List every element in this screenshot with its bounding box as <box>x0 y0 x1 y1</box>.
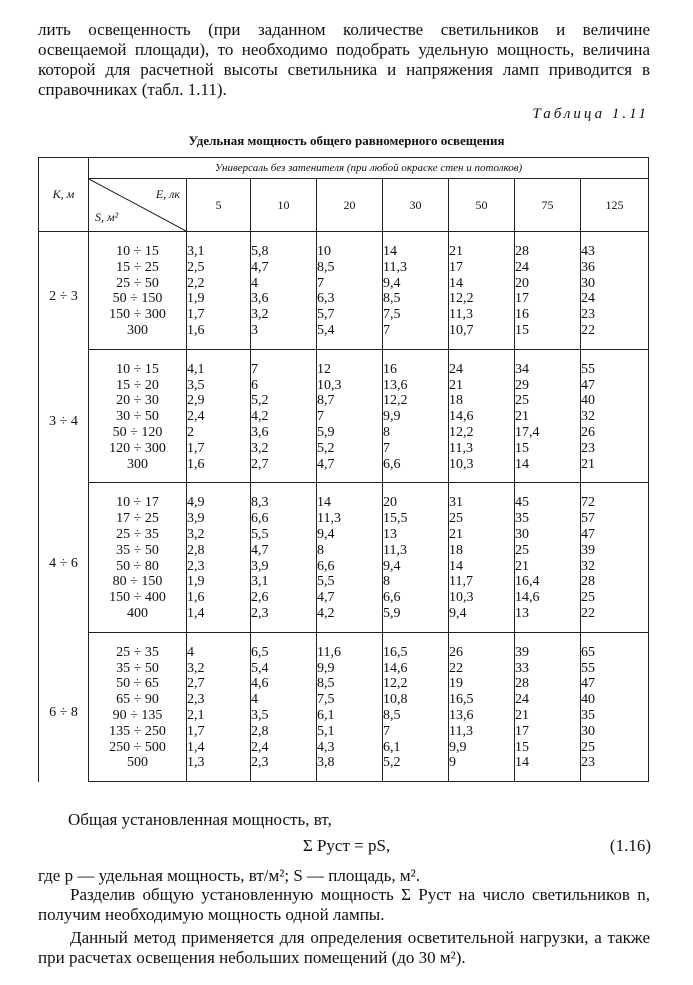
value-cell: 14,6 <box>449 409 515 425</box>
area-range-cell: 400 <box>89 606 187 632</box>
value-cell: 11,6 <box>317 632 383 660</box>
value-cell: 2,5 <box>187 260 251 276</box>
equation-number: (1.16) <box>609 836 651 855</box>
value-cell: 2,2 <box>187 276 251 292</box>
value-cell: 1,7 <box>187 307 251 323</box>
value-cell: 25 <box>581 590 649 606</box>
value-cell: 17 <box>515 291 581 307</box>
value-cell: 10 <box>317 232 383 260</box>
value-cell: 33 <box>515 661 581 677</box>
value-cell: 7 <box>317 409 383 425</box>
value-cell: 18 <box>449 393 515 409</box>
value-cell: 30 <box>581 276 649 292</box>
row-group-3 <box>39 483 649 632</box>
value-cell: 15 <box>515 740 581 756</box>
area-range-cell: 300 <box>89 457 187 483</box>
table-row <box>39 755 649 781</box>
value-cell: 14,6 <box>383 661 449 677</box>
area-range-cell: 135 ÷ 250 <box>89 724 187 740</box>
value-cell: 7,5 <box>317 692 383 708</box>
value-cell: 6,1 <box>383 740 449 756</box>
value-cell: 10,7 <box>449 323 515 349</box>
value-cell: 2,3 <box>187 692 251 708</box>
value-cell: 5,5 <box>317 574 383 590</box>
area-range-cell: 15 ÷ 20 <box>89 378 187 394</box>
value-cell: 3,2 <box>251 441 317 457</box>
value-cell: 72 <box>581 483 649 511</box>
table-row <box>39 409 649 425</box>
value-cell: 31 <box>449 483 515 511</box>
value-cell: 16 <box>515 307 581 323</box>
value-cell: 25 <box>515 543 581 559</box>
value-cell: 2,7 <box>187 676 251 692</box>
table-row <box>39 260 649 276</box>
value-cell: 7 <box>383 441 449 457</box>
area-range-cell: 17 ÷ 25 <box>89 511 187 527</box>
value-cell: 3,9 <box>187 511 251 527</box>
value-cell: 10,3 <box>317 378 383 394</box>
value-cell: 13,6 <box>449 708 515 724</box>
value-cell: 3,2 <box>187 661 251 677</box>
table-row <box>39 632 649 660</box>
header-col-30: 30 <box>383 179 449 232</box>
table-row <box>39 676 649 692</box>
value-cell: 14 <box>449 276 515 292</box>
k-range-cell: 3 ÷ 4 <box>39 349 89 483</box>
value-cell: 29 <box>515 378 581 394</box>
area-range-cell: 10 ÷ 15 <box>89 232 187 260</box>
value-cell: 47 <box>581 527 649 543</box>
value-cell: 7 <box>383 724 449 740</box>
value-cell: 17,4 <box>515 425 581 441</box>
value-cell: 19 <box>449 676 515 692</box>
table-row <box>39 606 649 632</box>
header-col-20: 20 <box>317 179 383 232</box>
value-cell: 6,3 <box>317 291 383 307</box>
value-cell: 39 <box>515 632 581 660</box>
value-cell: 14 <box>515 457 581 483</box>
value-cell: 4,7 <box>317 457 383 483</box>
value-cell: 7,5 <box>383 307 449 323</box>
table-row <box>39 661 649 677</box>
value-cell: 1,7 <box>187 441 251 457</box>
area-range-cell: 35 ÷ 50 <box>89 661 187 677</box>
value-cell: 4,7 <box>251 543 317 559</box>
value-cell: 14 <box>449 559 515 575</box>
area-range-cell: 15 ÷ 25 <box>89 260 187 276</box>
table-row <box>39 441 649 457</box>
value-cell: 3,1 <box>187 232 251 260</box>
header-col-50: 50 <box>449 179 515 232</box>
value-cell: 17 <box>449 260 515 276</box>
value-cell: 14 <box>317 483 383 511</box>
value-cell: 5,2 <box>317 441 383 457</box>
value-cell: 1,9 <box>187 574 251 590</box>
value-cell: 28 <box>581 574 649 590</box>
value-cell: 2,8 <box>187 543 251 559</box>
value-cell: 6,6 <box>317 559 383 575</box>
row-group-4 <box>39 632 649 781</box>
value-cell: 1,4 <box>187 740 251 756</box>
value-cell: 39 <box>581 543 649 559</box>
value-cell: 3,5 <box>251 708 317 724</box>
value-cell: 8 <box>317 543 383 559</box>
value-cell: 9,9 <box>317 661 383 677</box>
area-range-cell: 10 ÷ 15 <box>89 349 187 377</box>
value-cell: 2,8 <box>251 724 317 740</box>
value-cell: 25 <box>581 740 649 756</box>
value-cell: 21 <box>449 527 515 543</box>
header-s: S, м² <box>95 210 119 224</box>
area-range-cell: 150 ÷ 400 <box>89 590 187 606</box>
table-row <box>39 574 649 590</box>
value-cell: 21 <box>449 378 515 394</box>
value-cell: 5,1 <box>317 724 383 740</box>
value-cell: 13 <box>383 527 449 543</box>
value-cell: 26 <box>581 425 649 441</box>
table-row <box>39 543 649 559</box>
value-cell: 21 <box>449 232 515 260</box>
value-cell: 12,2 <box>449 425 515 441</box>
value-cell: 8,5 <box>383 708 449 724</box>
value-cell: 1,9 <box>187 291 251 307</box>
value-cell: 6 <box>251 378 317 394</box>
value-cell: 13 <box>515 606 581 632</box>
value-cell: 3,1 <box>251 574 317 590</box>
value-cell: 9,9 <box>383 409 449 425</box>
value-cell: 32 <box>581 409 649 425</box>
table-row <box>39 457 649 483</box>
value-cell: 8,5 <box>317 260 383 276</box>
area-range-cell: 120 ÷ 300 <box>89 441 187 457</box>
value-cell: 6,5 <box>251 632 317 660</box>
value-cell: 6,6 <box>251 511 317 527</box>
area-range-cell: 25 ÷ 50 <box>89 276 187 292</box>
value-cell: 32 <box>581 559 649 575</box>
value-cell: 4 <box>251 692 317 708</box>
value-cell: 4,3 <box>317 740 383 756</box>
value-cell: 11,3 <box>449 441 515 457</box>
value-cell: 8,7 <box>317 393 383 409</box>
row-group-2 <box>39 349 649 483</box>
value-cell: 4 <box>251 276 317 292</box>
table-row <box>39 511 649 527</box>
value-cell: 3 <box>251 323 317 349</box>
value-cell: 4,6 <box>251 676 317 692</box>
table-row <box>39 692 649 708</box>
value-cell: 15 <box>515 323 581 349</box>
value-cell: 3,6 <box>251 425 317 441</box>
value-cell: 3,5 <box>187 378 251 394</box>
value-cell: 28 <box>515 232 581 260</box>
value-cell: 24 <box>515 260 581 276</box>
value-cell: 7 <box>383 323 449 349</box>
value-cell: 4,2 <box>251 409 317 425</box>
value-cell: 26 <box>449 632 515 660</box>
value-cell: 23 <box>581 755 649 781</box>
value-cell: 24 <box>449 349 515 377</box>
value-cell: 11,3 <box>383 260 449 276</box>
value-cell: 14 <box>515 755 581 781</box>
value-cell: 4,7 <box>251 260 317 276</box>
value-cell: 5,5 <box>251 527 317 543</box>
area-range-cell: 250 ÷ 500 <box>89 740 187 756</box>
value-cell: 57 <box>581 511 649 527</box>
value-cell: 1,6 <box>187 457 251 483</box>
value-cell: 2,9 <box>187 393 251 409</box>
area-range-cell: 10 ÷ 17 <box>89 483 187 511</box>
value-cell: 9,9 <box>449 740 515 756</box>
table-row <box>39 349 649 377</box>
table-row <box>39 323 649 349</box>
value-cell: 36 <box>581 260 649 276</box>
value-cell: 9 <box>449 755 515 781</box>
value-cell: 2 <box>187 425 251 441</box>
value-cell: 14 <box>383 232 449 260</box>
value-cell: 11,7 <box>449 574 515 590</box>
area-range-cell: 30 ÷ 50 <box>89 409 187 425</box>
value-cell: 2,4 <box>187 409 251 425</box>
value-cell: 6,6 <box>383 457 449 483</box>
area-range-cell: 50 ÷ 150 <box>89 291 187 307</box>
table-row <box>39 307 649 323</box>
table-row <box>39 559 649 575</box>
value-cell: 9,4 <box>383 276 449 292</box>
value-cell: 16 <box>383 349 449 377</box>
value-cell: 1,6 <box>187 590 251 606</box>
table-row <box>39 232 649 260</box>
value-cell: 12,2 <box>383 676 449 692</box>
value-cell: 21 <box>581 457 649 483</box>
value-cell: 65 <box>581 632 649 660</box>
divide-paragraph: Разделив общую установленную мощность Σ Pуст на число светильников n, получим необходимую мощность одной лампы. <box>38 885 650 924</box>
where-paragraph: где p — удельная мощность, вт/м²; S — площадь, м². <box>38 866 421 885</box>
table-header <box>39 158 649 232</box>
value-cell: 13,6 <box>383 378 449 394</box>
value-cell: 9,4 <box>383 559 449 575</box>
value-cell: 17 <box>515 724 581 740</box>
value-cell: 4,7 <box>317 590 383 606</box>
value-cell: 1,3 <box>187 755 251 781</box>
table-title: Удельная мощность общего равномерного освещения <box>188 133 505 148</box>
value-cell: 5,4 <box>251 661 317 677</box>
table-row <box>39 378 649 394</box>
value-cell: 3,6 <box>251 291 317 307</box>
value-cell: 47 <box>581 676 649 692</box>
value-cell: 12,2 <box>383 393 449 409</box>
value-cell: 4,1 <box>187 349 251 377</box>
value-cell: 6,6 <box>383 590 449 606</box>
value-cell: 2,1 <box>187 708 251 724</box>
value-cell: 10,3 <box>449 457 515 483</box>
header-e: E, лк <box>155 187 180 201</box>
value-cell: 1,6 <box>187 323 251 349</box>
value-cell: 4,9 <box>187 483 251 511</box>
value-cell: 2,3 <box>251 755 317 781</box>
value-cell: 40 <box>581 692 649 708</box>
value-cell: 5,9 <box>317 425 383 441</box>
power-table <box>38 157 649 782</box>
header-k: К, м <box>39 158 89 232</box>
area-range-cell: 90 ÷ 135 <box>89 708 187 724</box>
area-range-cell: 80 ÷ 150 <box>89 574 187 590</box>
value-cell: 2,3 <box>251 606 317 632</box>
value-cell: 3,8 <box>317 755 383 781</box>
value-cell: 45 <box>515 483 581 511</box>
table-number: Таблица 1.11 <box>532 106 649 122</box>
area-range-cell: 50 ÷ 120 <box>89 425 187 441</box>
value-cell: 24 <box>581 291 649 307</box>
table-row <box>39 425 649 441</box>
value-cell: 5,9 <box>383 606 449 632</box>
value-cell: 55 <box>581 661 649 677</box>
value-cell: 8,5 <box>383 291 449 307</box>
area-range-cell: 150 ÷ 300 <box>89 307 187 323</box>
k-range-cell: 6 ÷ 8 <box>39 632 89 781</box>
header-col-5: 5 <box>187 179 251 232</box>
value-cell: 9,4 <box>449 606 515 632</box>
value-cell: 43 <box>581 232 649 260</box>
value-cell: 34 <box>515 349 581 377</box>
header-main: Универсаль без затенителя (при любой окраске стен и потолков) <box>89 158 649 179</box>
value-cell: 11,3 <box>449 307 515 323</box>
value-cell: 3,9 <box>251 559 317 575</box>
value-cell: 16,5 <box>383 632 449 660</box>
value-cell: 2,7 <box>251 457 317 483</box>
value-cell: 23 <box>581 307 649 323</box>
value-cell: 22 <box>581 606 649 632</box>
value-cell: 23 <box>581 441 649 457</box>
k-range-cell: 4 ÷ 6 <box>39 483 89 632</box>
value-cell: 22 <box>581 323 649 349</box>
value-cell: 3,2 <box>251 307 317 323</box>
value-cell: 5,2 <box>383 755 449 781</box>
area-range-cell: 25 ÷ 35 <box>89 632 187 660</box>
value-cell: 4,2 <box>317 606 383 632</box>
value-cell: 5,8 <box>251 232 317 260</box>
area-range-cell: 25 ÷ 35 <box>89 527 187 543</box>
value-cell: 16,5 <box>449 692 515 708</box>
value-cell: 2,6 <box>251 590 317 606</box>
area-range-cell: 65 ÷ 90 <box>89 692 187 708</box>
area-range-cell: 300 <box>89 323 187 349</box>
value-cell: 4 <box>187 632 251 660</box>
value-cell: 16,4 <box>515 574 581 590</box>
value-cell: 35 <box>515 511 581 527</box>
value-cell: 9,4 <box>317 527 383 543</box>
value-cell: 20 <box>515 276 581 292</box>
area-range-cell: 20 ÷ 30 <box>89 393 187 409</box>
value-cell: 30 <box>515 527 581 543</box>
value-cell: 8 <box>383 574 449 590</box>
k-range-cell: 2 ÷ 3 <box>39 232 89 350</box>
table-row <box>39 740 649 756</box>
value-cell: 5,7 <box>317 307 383 323</box>
value-cell: 18 <box>449 543 515 559</box>
intro-paragraph: лить освещенность (при заданном количестве светильников и величине освещаемой площади), то необходимо подобрать удельную мощность, величина которой для расчетной высоты светильника и напряжения ламп приводится в справочниках (табл. 1.11). <box>38 20 650 99</box>
method-paragraph: Данный метод применяется для определения осветительной нагрузки, а также при расчетах освещения небольших помещений (до 30 м²). <box>38 928 650 967</box>
value-cell: 12 <box>317 349 383 377</box>
value-cell: 47 <box>581 378 649 394</box>
area-range-cell: 500 <box>89 755 187 781</box>
value-cell: 22 <box>449 661 515 677</box>
header-col-10: 10 <box>251 179 317 232</box>
table-row <box>39 527 649 543</box>
value-cell: 55 <box>581 349 649 377</box>
value-cell: 28 <box>515 676 581 692</box>
value-cell: 21 <box>515 708 581 724</box>
value-cell: 40 <box>581 393 649 409</box>
header-col-125: 125 <box>581 179 649 232</box>
table-row <box>39 724 649 740</box>
value-cell: 15,5 <box>383 511 449 527</box>
value-cell: 8,5 <box>317 676 383 692</box>
value-cell: 24 <box>515 692 581 708</box>
value-cell: 2,4 <box>251 740 317 756</box>
value-cell: 21 <box>515 559 581 575</box>
value-cell: 12,2 <box>449 291 515 307</box>
table-row <box>39 590 649 606</box>
value-cell: 5,2 <box>251 393 317 409</box>
value-cell: 14,6 <box>515 590 581 606</box>
row-group-1 <box>39 232 649 350</box>
value-cell: 11,3 <box>449 724 515 740</box>
value-cell: 1,4 <box>187 606 251 632</box>
value-cell: 25 <box>449 511 515 527</box>
value-cell: 15 <box>515 441 581 457</box>
value-cell: 8,3 <box>251 483 317 511</box>
value-cell: 3,2 <box>187 527 251 543</box>
value-cell: 7 <box>317 276 383 292</box>
value-cell: 2,3 <box>187 559 251 575</box>
value-cell: 11,3 <box>317 511 383 527</box>
table-row <box>39 276 649 292</box>
table-row <box>39 483 649 511</box>
area-range-cell: 35 ÷ 50 <box>89 543 187 559</box>
header-diagonal-cell <box>89 179 187 232</box>
area-range-cell: 50 ÷ 80 <box>89 559 187 575</box>
value-cell: 10,8 <box>383 692 449 708</box>
value-cell: 1,7 <box>187 724 251 740</box>
value-cell: 21 <box>515 409 581 425</box>
value-cell: 10,3 <box>449 590 515 606</box>
value-cell: 6,1 <box>317 708 383 724</box>
table-row <box>39 291 649 307</box>
value-cell: 11,3 <box>383 543 449 559</box>
value-cell: 8 <box>383 425 449 441</box>
value-cell: 7 <box>251 349 317 377</box>
value-cell: 25 <box>515 393 581 409</box>
table-row <box>39 708 649 724</box>
formula: Σ Pуст = pS, <box>302 836 391 855</box>
header-col-75: 75 <box>515 179 581 232</box>
formula-intro: Общая установленная мощность, вт, <box>68 810 332 829</box>
area-range-cell: 50 ÷ 65 <box>89 676 187 692</box>
value-cell: 35 <box>581 708 649 724</box>
value-cell: 20 <box>383 483 449 511</box>
table-row <box>39 393 649 409</box>
value-cell: 30 <box>581 724 649 740</box>
value-cell: 5,4 <box>317 323 383 349</box>
